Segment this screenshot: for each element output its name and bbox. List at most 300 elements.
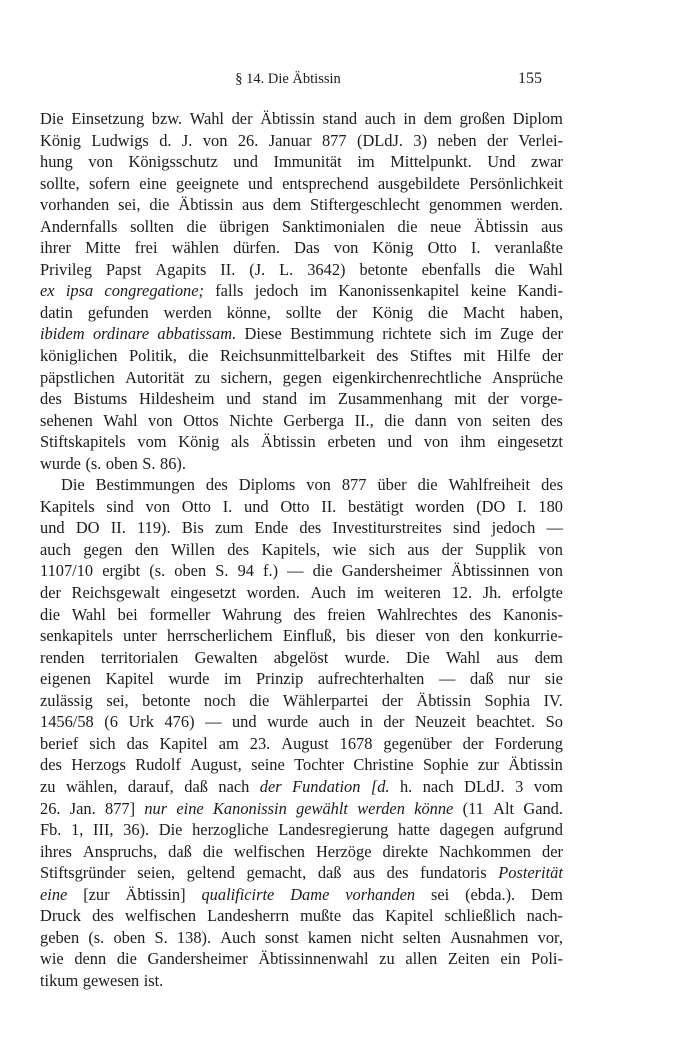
word: Mittelpunkt. [390, 152, 472, 172]
word: Papst [105, 259, 142, 279]
word: nur [508, 669, 531, 689]
word: 119). [137, 518, 171, 538]
word: Tochter [294, 755, 345, 775]
word: gemacht, [246, 863, 307, 883]
word: und [226, 389, 251, 409]
word: veranlaßte [494, 238, 563, 258]
word: abbatissam. [157, 324, 237, 344]
word: König [178, 432, 220, 452]
word: zu [379, 949, 395, 969]
word: zulässig [40, 690, 93, 710]
word: von [425, 626, 450, 646]
word: hung [40, 152, 73, 172]
word: Ausnahmen [450, 927, 529, 947]
word: zu [40, 776, 56, 796]
word: die [384, 410, 405, 430]
text-line [40, 539, 563, 561]
word: dem [534, 647, 563, 667]
word: Kapitel [105, 669, 154, 689]
word: am [218, 733, 239, 753]
text-line [40, 647, 563, 669]
word: sich [439, 324, 467, 344]
word: die [186, 216, 207, 236]
word: erfolgte [511, 583, 563, 603]
word: Macht [462, 302, 505, 322]
word: Poli- [531, 949, 563, 969]
word: Druck [40, 906, 81, 926]
word: König [40, 130, 81, 150]
text-line [40, 905, 563, 927]
word: vorge- [520, 389, 563, 409]
word: Immunität [273, 152, 342, 172]
word: im [224, 669, 242, 689]
word: die [427, 302, 448, 322]
word: großen [459, 109, 506, 128]
word: Äbtissin [473, 216, 529, 236]
text-line [40, 841, 563, 863]
word: ist. [143, 970, 164, 990]
word: Äbtissin [508, 755, 563, 775]
word: von [333, 238, 359, 258]
text-line [40, 884, 563, 906]
word: im [309, 281, 327, 301]
word: der [441, 539, 463, 559]
word: des [40, 389, 62, 409]
word: (J. [249, 259, 266, 279]
word: vom [533, 776, 563, 796]
word: Diploms [238, 475, 296, 495]
word: eingesetzt [170, 583, 236, 603]
word: Herzogs [71, 755, 126, 775]
word: datin [40, 302, 73, 322]
word: aus [541, 216, 563, 236]
word: mit [463, 346, 486, 366]
word: senkapitels [40, 626, 113, 646]
word: (s. [88, 927, 105, 947]
word: Verlei- [518, 130, 563, 150]
word: im [308, 389, 327, 409]
word: daß [469, 669, 494, 689]
word: sei [430, 884, 450, 904]
word: neue [430, 216, 462, 236]
word: von [145, 496, 171, 516]
word: der [259, 776, 282, 796]
word: J. [181, 130, 193, 150]
word: wurde [267, 712, 309, 732]
word: Gandersheimer [341, 561, 442, 581]
word: des [227, 539, 250, 559]
word: neben [437, 130, 477, 150]
word: gegen [83, 539, 123, 559]
word: Kapitel [159, 733, 208, 753]
word: von [306, 475, 331, 495]
word: I. [517, 496, 527, 516]
word: übrigen [219, 216, 270, 236]
word: wurde [168, 669, 210, 689]
word: I. [222, 496, 233, 516]
word: zwar [531, 152, 563, 172]
word: Otto [427, 238, 457, 258]
text-line [40, 280, 563, 302]
word: eine [176, 798, 204, 818]
word: mußte [300, 906, 342, 926]
word: stand [322, 109, 358, 128]
word: Kapitels [40, 496, 95, 516]
word: betonte [142, 690, 191, 710]
word: gegenüber [383, 733, 452, 753]
word: konkurrie- [493, 626, 563, 646]
word: falls [215, 281, 244, 301]
text-line [40, 259, 563, 281]
word: Gewalten [194, 647, 258, 667]
word: wählen [171, 238, 219, 258]
word: sollte [285, 302, 322, 322]
word: keine [470, 281, 507, 301]
word: congregatione; [104, 281, 204, 301]
word: welfischen [125, 906, 197, 926]
word: auch [364, 109, 396, 128]
word: des [376, 346, 399, 366]
word: wurde [40, 453, 81, 473]
word: formeller [149, 604, 211, 624]
word: beachtet. [476, 712, 536, 732]
word: Auch [220, 927, 256, 947]
word: (6 [104, 712, 118, 732]
word: denn [74, 949, 107, 969]
text-line [40, 711, 563, 733]
word: den [459, 626, 484, 646]
word: ibidem [40, 324, 85, 344]
text-line [40, 410, 563, 432]
text-line [40, 431, 563, 453]
word: Otto [280, 496, 310, 516]
word: Kapitel [385, 906, 434, 926]
word: wie [40, 949, 64, 969]
word: die [312, 561, 333, 581]
word: f.) [263, 561, 279, 581]
word: Ottos [183, 410, 219, 430]
word: worden [415, 496, 465, 516]
word: in [403, 109, 417, 128]
word: ausgebildete [377, 173, 460, 193]
word: dann [414, 410, 447, 430]
word: [d. [370, 776, 390, 796]
word: daß [317, 863, 342, 883]
word: sofern [88, 173, 130, 193]
section-title: § 14. Die Äbtissin [235, 71, 341, 87]
word: [zur [83, 884, 110, 904]
word: Ende [254, 518, 289, 538]
word: von [457, 410, 482, 430]
word: Hildesheim [138, 389, 215, 409]
word: das [126, 733, 149, 753]
word: Diese [244, 324, 282, 344]
word: der [383, 712, 405, 732]
word: 1678 [339, 733, 373, 753]
word: 12. [451, 583, 473, 603]
word: II. [321, 496, 337, 516]
text-line [40, 302, 563, 324]
word: kamen [307, 927, 352, 947]
word: Kanonis- [502, 604, 563, 624]
word: Wahlrechtes [377, 604, 458, 624]
word: Kanonissin [213, 798, 287, 818]
word: Prinzip [255, 669, 304, 689]
word: sich [89, 733, 116, 753]
word: von [538, 561, 563, 581]
word: L. [279, 259, 294, 279]
word: genommen [428, 195, 502, 215]
text-line [40, 194, 563, 216]
text-line [40, 453, 563, 475]
word: Äbtissin] [125, 884, 186, 904]
word: päpstlichen [40, 367, 115, 387]
word: Anspruchs, [82, 841, 158, 861]
word: vorhanden [40, 195, 110, 215]
word: seien, [137, 863, 176, 883]
word: und [248, 173, 273, 193]
word: Zeiten [447, 949, 490, 969]
word: stand [262, 389, 298, 409]
word: der [40, 583, 61, 603]
word: (s. [85, 453, 102, 473]
word: wurde. [344, 647, 390, 667]
word: die [494, 259, 515, 279]
word: 3642) [307, 259, 346, 279]
word: Wahlfreiheit [448, 475, 531, 495]
word: seine [251, 755, 285, 775]
word: direkte [382, 841, 429, 861]
word: zum [214, 518, 244, 538]
word: bei [117, 604, 138, 624]
word: (DO [476, 496, 506, 516]
word: der [542, 346, 563, 366]
text-line [40, 323, 563, 345]
word: Stiftskapitels [40, 432, 126, 452]
word: und [387, 432, 413, 452]
word: als [231, 432, 250, 452]
word: abgelöst [273, 647, 329, 667]
word: oben [105, 453, 138, 473]
word: des [469, 604, 492, 624]
word: Herzöge [315, 841, 372, 861]
word: (s. [149, 561, 166, 581]
word: Supplik [474, 539, 526, 559]
word: von [202, 130, 228, 150]
word: sind [106, 496, 134, 516]
text-line [40, 130, 563, 152]
text-line [40, 754, 563, 776]
word: 476) [164, 712, 195, 732]
word: des [541, 475, 563, 495]
word: Wahl [528, 259, 563, 279]
text-line [40, 474, 563, 496]
word: Zuge [500, 324, 534, 344]
word: von [148, 410, 173, 430]
word: ebenfalls [421, 259, 481, 279]
word: entsprechend [282, 173, 369, 193]
word: S. [215, 561, 229, 581]
word: territorialen [100, 647, 179, 667]
word: vorhanden [345, 884, 416, 904]
word: S. [154, 927, 168, 947]
word: Wählerpartei [282, 690, 369, 710]
word: Ansprüche [491, 367, 563, 387]
word: Alt [493, 798, 515, 818]
word: Äbtissin [416, 690, 472, 710]
word: dieser [375, 626, 415, 646]
word: sichern, [220, 367, 273, 387]
word: gewählt [296, 798, 348, 818]
word: Sophie [422, 755, 469, 775]
word: Äbtissin [260, 109, 315, 128]
word: sei, [118, 195, 141, 215]
word: Königsschutz [128, 152, 218, 172]
word: Persönlichkeit [469, 173, 563, 193]
word: die [397, 216, 418, 236]
word: 23. [249, 733, 271, 753]
word: daß [168, 841, 192, 861]
word: zur [477, 755, 499, 775]
word: 1456/58 [40, 712, 94, 732]
word: von [423, 432, 449, 452]
text-line [40, 367, 563, 389]
word: (DLdJ. [356, 130, 403, 150]
word: und [233, 152, 258, 172]
word: aus [407, 539, 430, 559]
word: Diplom [512, 109, 563, 128]
word: Bis [181, 518, 204, 538]
word: 86). [160, 453, 186, 473]
word: Politik, [128, 346, 177, 366]
word: herrscherlichem [167, 626, 273, 646]
word: Andernfalls [40, 216, 118, 236]
word: der [231, 109, 253, 128]
word: über [377, 475, 407, 495]
word: Äbtissinnen [450, 561, 530, 581]
word: Bestimmung [290, 324, 374, 344]
word: Die [158, 820, 183, 840]
word: dürfen. [233, 238, 280, 258]
word: d. [159, 130, 172, 150]
word: Urk [128, 712, 154, 732]
word: werden [357, 798, 405, 818]
word: den [134, 539, 159, 559]
word: Dame [290, 884, 330, 904]
word: tikum [40, 970, 79, 990]
word: Investiturstreites [332, 518, 442, 538]
word: 26. [237, 130, 259, 150]
word: König [372, 238, 414, 258]
text-line [40, 948, 563, 970]
word: Otto [181, 496, 211, 516]
word: ihrer [40, 238, 71, 258]
word: berief [40, 733, 79, 753]
word: gefunden [87, 302, 149, 322]
word: Stiftergeschlecht [310, 195, 420, 215]
word: werden [163, 302, 212, 322]
text-line [40, 776, 563, 798]
word: vom [137, 432, 167, 452]
word: sonst [264, 927, 299, 947]
text-line [40, 173, 563, 195]
word: sei, [106, 690, 129, 710]
word: ordinare [92, 324, 150, 344]
word: h. [399, 776, 413, 796]
text-line [40, 388, 563, 410]
text-line [40, 237, 563, 259]
word: erbeten [327, 432, 376, 452]
word: aufrechterhalten [317, 669, 425, 689]
word: sich [368, 539, 396, 559]
word: Jan. [69, 798, 96, 818]
word: qualificirte [201, 884, 275, 904]
word: 1107/10 [40, 561, 94, 581]
word: die [202, 841, 223, 861]
word: des [40, 755, 62, 775]
word: Bistums [73, 389, 128, 409]
word: geeignete [175, 173, 239, 193]
word: — [287, 561, 304, 581]
word: Agapits [155, 259, 207, 279]
text-line [40, 625, 563, 647]
word: weiteren [384, 583, 441, 603]
word: ein [500, 949, 521, 969]
word: Forderung [494, 733, 563, 753]
word: die [417, 475, 438, 495]
word: Privileg [40, 259, 92, 279]
word: fundatoris [420, 863, 487, 883]
word: Die [406, 647, 430, 667]
word: Bestimmungen [95, 475, 195, 495]
word: die [116, 949, 137, 969]
word: geltend [186, 863, 235, 883]
word: jedoch [491, 518, 536, 538]
word: daß [184, 776, 208, 796]
word: König [372, 302, 414, 322]
word: bis [346, 626, 366, 646]
word: werden. [510, 195, 563, 215]
word: der [542, 841, 563, 861]
text-line [40, 582, 563, 604]
word: 94 [237, 561, 254, 581]
word: gewesen [82, 970, 140, 990]
word: Kandi- [517, 281, 563, 301]
word: oben [174, 561, 207, 581]
word: seiten [492, 410, 531, 430]
word: Zusammenhang [337, 389, 443, 409]
body-text [40, 108, 563, 991]
word: Neuzeit [414, 712, 466, 732]
word: dem [423, 109, 452, 128]
word: 877 [321, 130, 347, 150]
word: Wahl [71, 604, 106, 624]
word: aufgrund [503, 820, 563, 840]
text-line [40, 690, 563, 712]
word: 36). [123, 820, 150, 840]
word: II., [354, 410, 374, 430]
word: Willen [170, 539, 215, 559]
word: Kanonissenkapitel [338, 281, 460, 301]
word: freien [327, 604, 366, 624]
word: oben [113, 927, 146, 947]
word: aus [496, 647, 519, 667]
word: in [360, 712, 373, 732]
word: ipsa [65, 281, 94, 301]
word: DLdJ. [464, 776, 505, 796]
word: sehenen [40, 410, 93, 430]
word: mit [454, 389, 477, 409]
